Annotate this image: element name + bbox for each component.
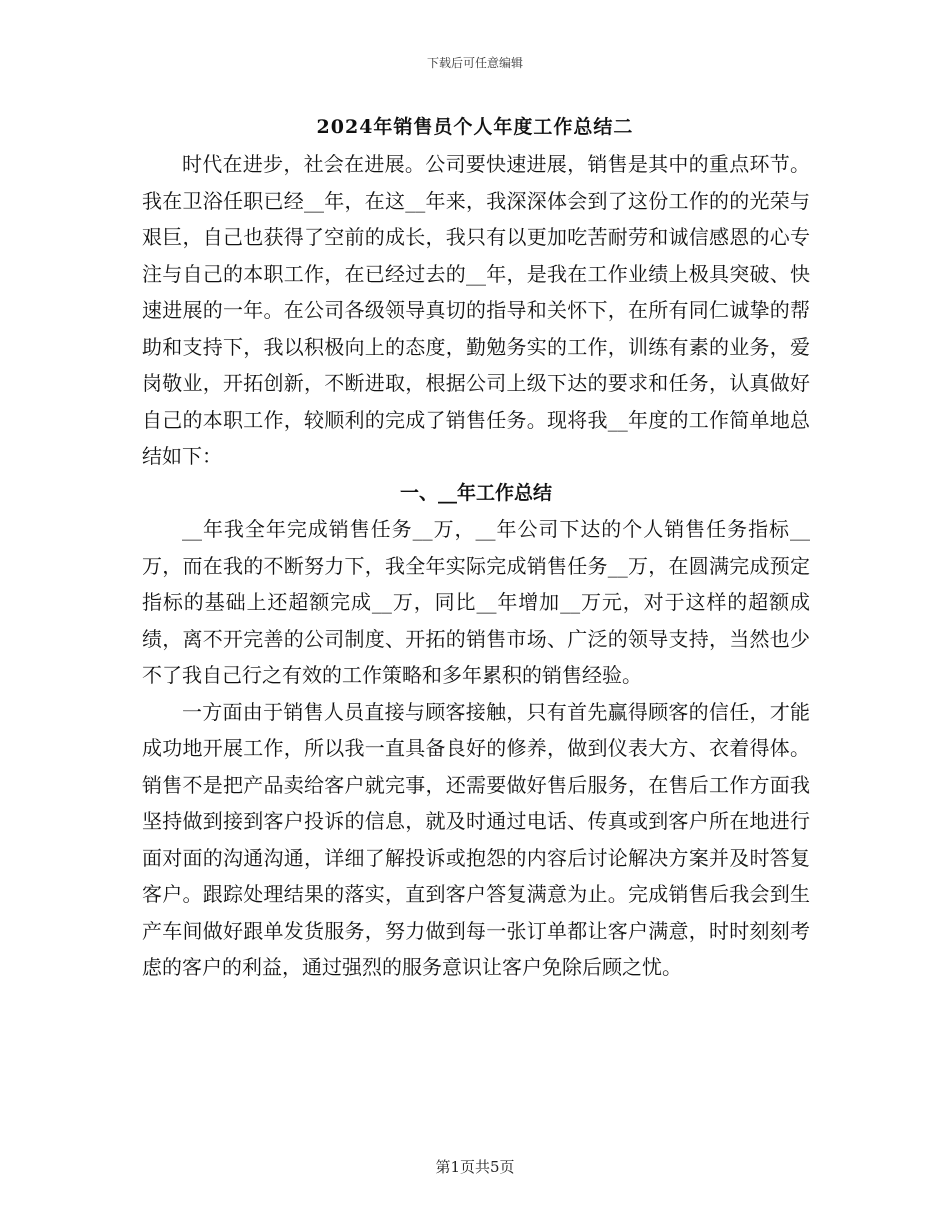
section-paragraph-1: __年我全年完成销售任务__万，__年公司下达的个人销售任务指标__万，而在我的不断努力下，我全年实际完成销售任务__万，在圆满完成预定指标的基础上还超额完成__万，同比__年增加__万元，对于这样的超额成绩，离不开完善的公司制度、开拓的销售市场、广泛的领导支持，当然也少不了我自己行之有效的工作策略和多年累积的销售经验。: [142, 517, 810, 687]
intro-paragraph: 时代在进步，社会在进展。公司要快速进展，销售是其中的重点环节。我在卫浴任职已经__年，在这__年来，我深深体会到了这份工作的的光荣与艰巨，自己也获得了空前的成长，我只有以更加吃苦耐劳和诚信感恩的心专注与自己的本职工作，在已经过去的__年，是我在工作业绩上极具突破、快速进展的一年。在公司各级领导真切的指导和关怀下，在所有同仁诚挚的帮助和支持下，我以积极向上的态度，勤勉务实的工作，训练有素的业务，爱岗敬业，开拓创新，不断进取，根据公司上级下达的要求和任务，认真做好自己的本职工作，较顺利的完成了销售任务。现将我__年度的工作简单地总结如下：: [142, 152, 810, 468]
page-indicator: 第1页共5页: [435, 1158, 515, 1176]
document-title: 2024年销售员个人年度工作总结二: [316, 116, 634, 138]
section-heading: 一、__年工作总结: [399, 481, 552, 504]
section-paragraph-2: 一方面由于销售人员直接与顾客接触，只有首先赢得顾客的信任，才能成功地开展工作，所以我一直具备良好的修养，做到仪表大方、衣着得体。销售不是把产品卖给客户就完事，还需要做好售后服务，在售后工作方面我坚持做到接到客户投诉的信息，就及时通过电话、传真或到客户所在地进行面对面的沟通沟通，详细了解投诉或抱怨的内容后讨论解决方案并及时答复客户。跟踪处理结果的落实，直到客户答复满意为止。完成销售后我会到生产车间做好跟单发货服务，努力做到每一张订单都让客户满意，时时刻刻考虑的客户的利益，通过强烈的服务意识让客户免除后顾之忧。: [142, 699, 810, 979]
header-note: 下载后可任意编辑: [426, 56, 523, 70]
document-body: [142, 146, 810, 986]
